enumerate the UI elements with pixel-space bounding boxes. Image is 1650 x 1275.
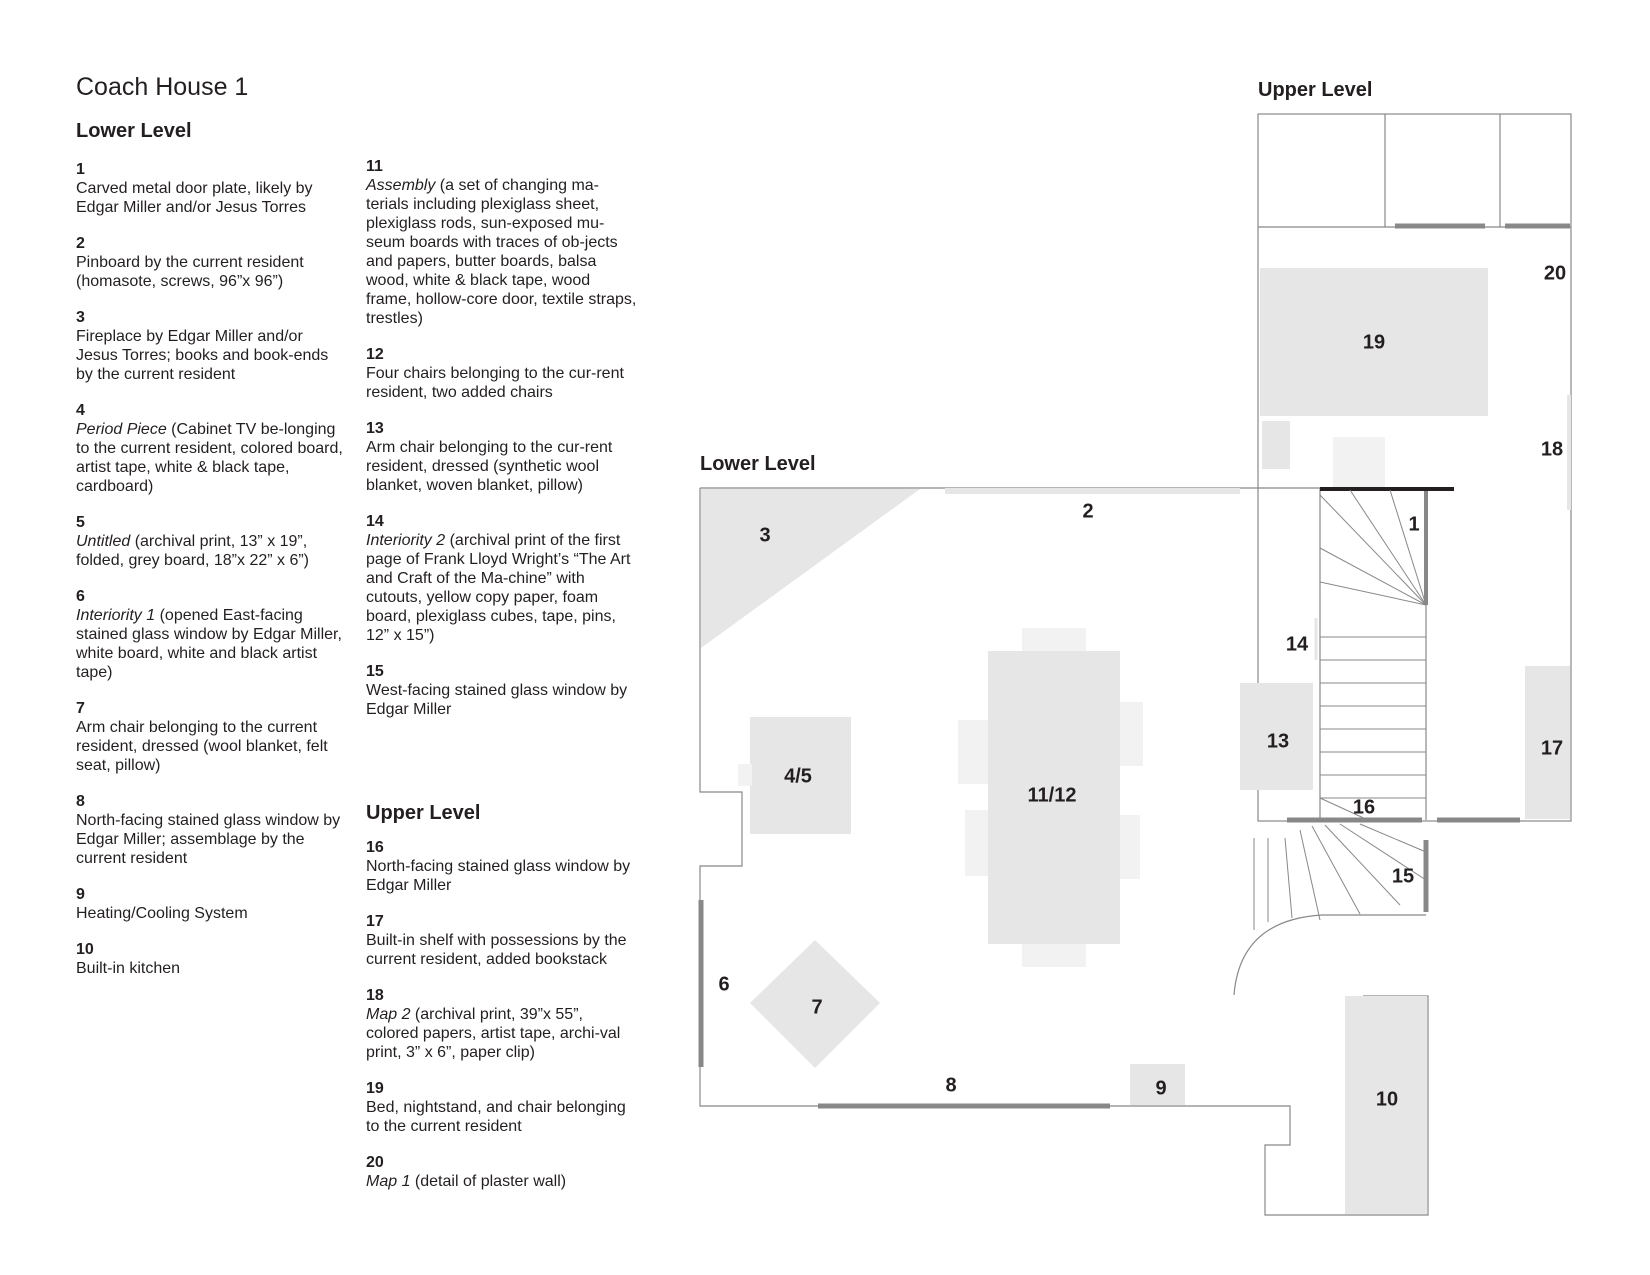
stair-tread (1300, 830, 1320, 920)
legend-item-description: (detail of plaster wall) (410, 1173, 567, 1190)
legend-item-description: Built-in shelf with possessions by the current resident, added bookstack (366, 932, 627, 968)
legend-item-description: North-facing stained glass window by Edgar Miller (366, 858, 631, 894)
legend-item-number: 5 (76, 514, 85, 531)
legend-item-description: (Cabinet TV be-longing to the current resident, colored board, artist tape, white & black tape, cardboard) (76, 421, 343, 495)
mark-6: 6 (718, 973, 730, 996)
legend-item-title: Map 1 (366, 1173, 411, 1190)
mark-14: 14 (1285, 633, 1309, 656)
legend-item-title: Period Piece (76, 421, 167, 438)
legend-item-number: 8 (76, 793, 85, 810)
legend-item-number: 17 (366, 913, 384, 930)
mark-2: 2 (1082, 500, 1094, 523)
legend-item-number: 9 (76, 886, 85, 903)
legend-item-title: Map 2 (366, 1006, 411, 1023)
legend-item-number: 7 (76, 700, 85, 717)
legend-item-number: 13 (366, 420, 384, 437)
legend-item-description: (archival print, 39”x 55”, colored papers, artist tape, archi-val print, 3” x 6”, paper clip) (366, 1006, 621, 1061)
legend-item-description: (archival print, 13” x 19”, folded, grey board, 18”x 22” x 6”) (76, 533, 310, 569)
mark-16: 16 (1352, 796, 1376, 819)
legend-item-number: 20 (366, 1154, 384, 1171)
legend-item-number: 19 (366, 1080, 384, 1097)
legend-item-title: Interiority 2 (366, 532, 446, 549)
chair (958, 720, 988, 784)
mark-3: 3 (759, 524, 771, 547)
fireplace (701, 489, 920, 648)
mark-8: 8 (945, 1074, 957, 1097)
legend-item-description: (opened East-facing stained glass window by Edgar Miller, white board, white and black artist tape) (76, 607, 342, 681)
mark-7: 7 (811, 996, 823, 1019)
mark-11-12: 11/12 (1027, 784, 1077, 807)
legend-item-number: 1 (76, 161, 85, 178)
legend-item-description: Built-in kitchen (76, 960, 181, 977)
legend-item-description: Carved metal door plate, likely by Edgar Miller and/or Jesus Torres (76, 180, 313, 216)
legend-item-number: 10 (76, 941, 94, 958)
legend-item-number: 6 (76, 588, 85, 605)
legend-item-title: Assembly (366, 177, 436, 194)
legend-item-number: 11 (366, 158, 383, 175)
legend-item-description: Bed, nightstand, and chair belonging to the current resident (366, 1099, 626, 1135)
page-title: Coach House 1 (76, 73, 249, 101)
cabinet-tv-knob (738, 764, 752, 786)
legend-item-number: 2 (76, 235, 85, 252)
legend-item-description: Pinboard by the current resident (homasote, screws, 96”x 96”) (76, 254, 304, 290)
stair-tread (1390, 490, 1426, 605)
lower-level-room (700, 488, 1428, 1215)
mark-4-5: 4/5 (784, 765, 812, 788)
chair-upper (1333, 437, 1385, 487)
mark-13: 13 (1266, 730, 1290, 753)
plan-upper-level-label: Upper Level (1258, 79, 1373, 101)
stair-tread (1350, 490, 1426, 605)
mark-15: 15 (1391, 865, 1415, 888)
stair-tread (1360, 824, 1426, 852)
legend-item-description: West-facing stained glass window by Edgar Miller (366, 682, 628, 718)
stair-tread (1325, 825, 1400, 905)
mark-10: 10 (1375, 1088, 1399, 1111)
mark-18: 18 (1540, 438, 1564, 461)
mark-19: 19 (1362, 331, 1386, 354)
stair-curve (1234, 915, 1426, 995)
chair (1118, 702, 1143, 766)
legend-item-description: Arm chair belonging to the cur-rent resident, dressed (synthetic wool blanket, woven blanket, pillow) (366, 439, 613, 494)
legend-item-description: (a set of changing ma-terials including plexiglass sheet, plexiglass rods, sun-exposed mu-seum boards with traces of ob-jects and papers, butter boards, balsa wood, white & black tape, wood frame, hollow-core door, textile straps, trestles) (366, 177, 637, 327)
stair-tread (1320, 548, 1426, 605)
legend-item-description: Fireplace by Edgar Miller and/or Jesus Torres; books and book-ends by the current resident (76, 328, 329, 383)
legend-item-description: North-facing stained glass window by Edgar Miller; assemblage by the current resident (76, 812, 341, 867)
stair-tread (1320, 582, 1426, 605)
legend-item-description: Four chairs belonging to the cur-rent resident, two added chairs (366, 365, 624, 401)
legend-item-title: Untitled (76, 533, 131, 550)
mark-9: 9 (1155, 1077, 1167, 1100)
upper-level-heading: Upper Level (366, 802, 481, 824)
legend-item-number: 3 (76, 309, 85, 326)
legend-item-title: Interiority 1 (76, 607, 156, 624)
mark-1: 1 (1408, 513, 1420, 536)
legend-item-number: 18 (366, 987, 384, 1004)
chair (1022, 628, 1086, 653)
legend-item-number: 16 (366, 839, 384, 856)
legend-item-number: 4 (76, 402, 85, 419)
chair (1022, 942, 1086, 967)
plan-lower-level-label: Lower Level (700, 453, 816, 475)
legend-item-description: Heating/Cooling System (76, 905, 248, 922)
legend-item-number: 12 (366, 346, 384, 363)
stair-tread (1285, 838, 1292, 918)
lower-level-heading: Lower Level (76, 120, 192, 142)
stair-tread (1312, 826, 1360, 914)
legend-item-description: (archival print of the first page of Frank Lloyd Wright’s “The Art and Craft of the Ma-chine” with cutouts, yellow copy paper, foam board, plexiglass cubes, tape, pins, 12” x 15”) (366, 532, 631, 644)
stair-tread (1320, 495, 1426, 605)
legend-item-number: 15 (366, 663, 384, 680)
legend-item-number: 14 (366, 513, 384, 530)
nightstand (1262, 421, 1290, 469)
legend-item-description: Arm chair belonging to the current resident, dressed (wool blanket, felt seat, pillow) (76, 719, 328, 774)
mark-17: 17 (1540, 737, 1564, 760)
chair (1118, 815, 1140, 879)
mark-20: 20 (1543, 262, 1567, 285)
